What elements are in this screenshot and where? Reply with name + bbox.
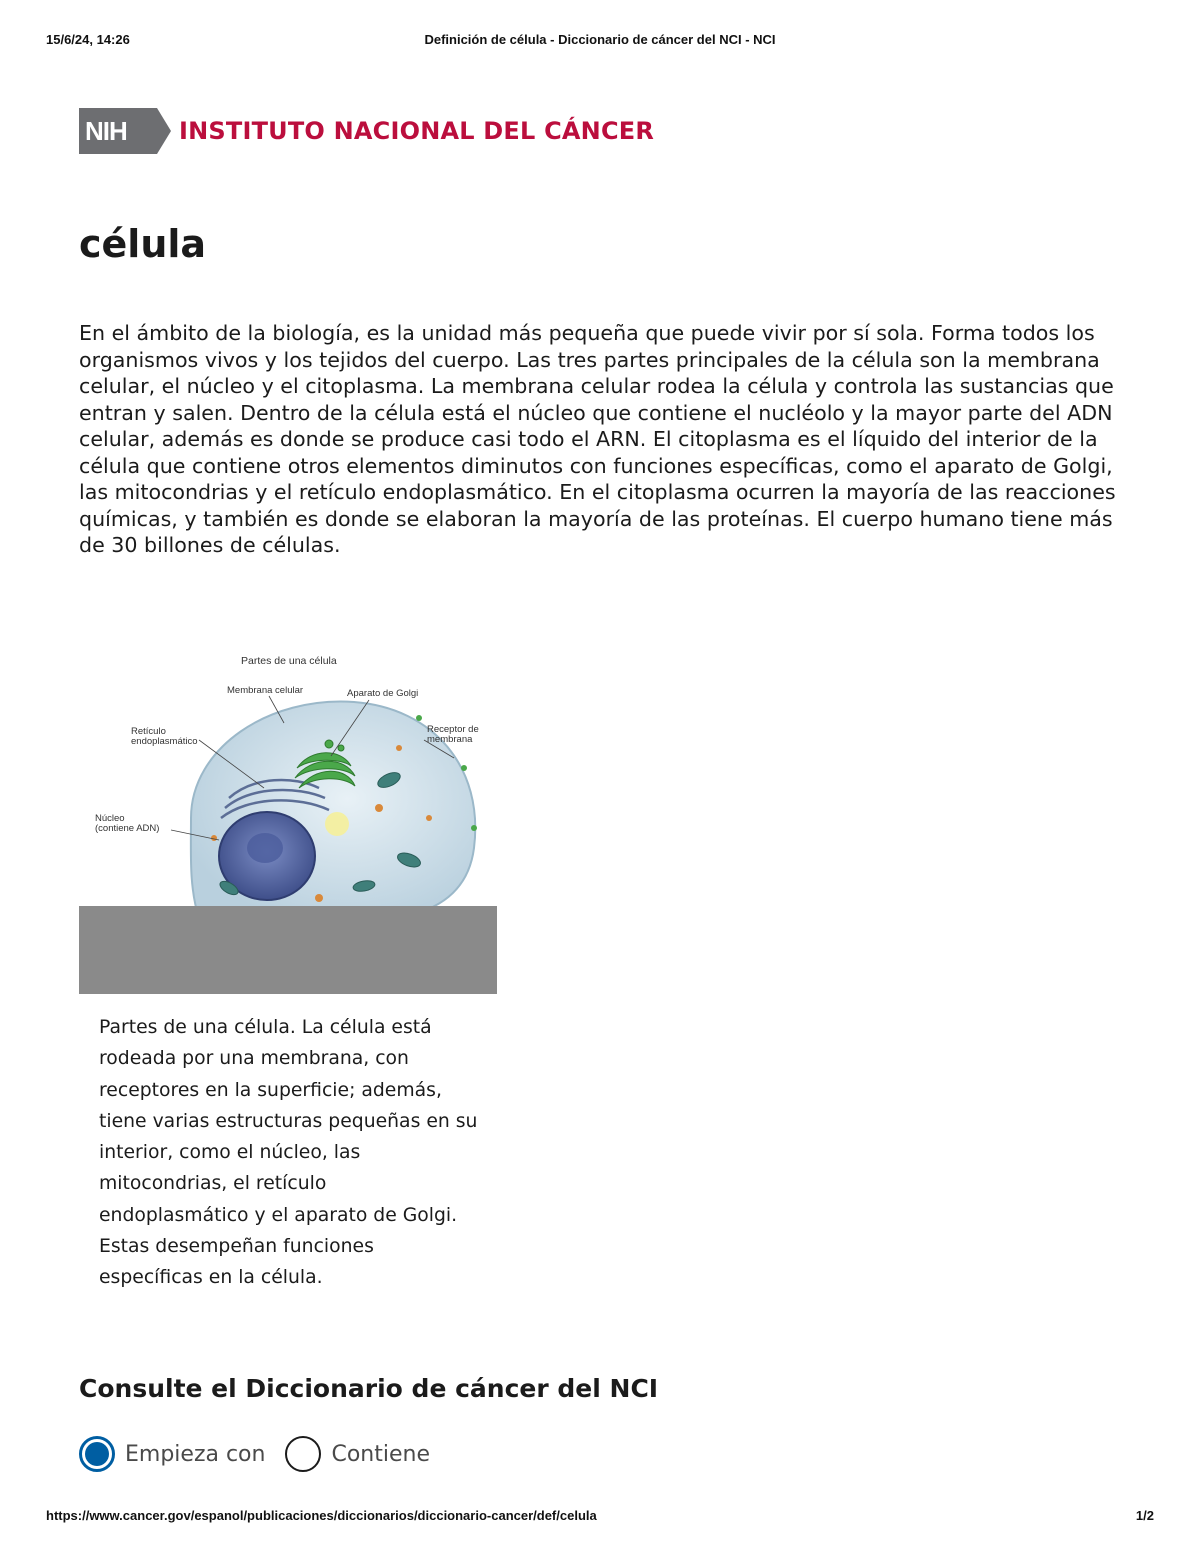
label-golgi: Aparato de Golgi: [347, 688, 419, 699]
radio-starts-with-label[interactable]: Empieza con: [125, 1441, 266, 1467]
definition-text: En el ámbito de la biología, es la unidad más pequeña que puede vivir por sí sola. Forma todos los organismos vivos y los tejidos del cuerpo. Las tres partes principales de la célula son la membrana celular, el núcleo y el citoplasma. La membrana celular rodea la célula y controla las sustancias que entran y salen. Dentro de la célula está el núcleo que contiene el nucléolo y la mayor parte del ADN celular, además es donde se produce casi todo el ARN. El citoplasma es el líquido del interior de la célula que contiene otros elementos diminutos con funciones específicas, como el aparato de Golgi, las mitocondrias y el retículo endoplasmático. En el citoplasma ocurren la mayoría de las reacciones químicas, y también es donde se elaboran la mayoría de las proteínas. El cuerpo humano tiene más de 30 billones de células.: [79, 321, 1116, 557]
label-er-line1: Retículo: [131, 726, 166, 737]
radio-unchecked-icon[interactable]: [285, 1436, 321, 1472]
nih-logo-text: NIH: [85, 115, 127, 146]
radio-contains-label[interactable]: Contiene: [331, 1441, 430, 1467]
radio-dot-icon: [85, 1442, 109, 1466]
radio-checked-icon[interactable]: [79, 1436, 115, 1472]
centrosome-shape: [325, 812, 349, 836]
label-receptor-line1: Receptor de: [427, 724, 479, 735]
print-header: [46, 32, 1154, 52]
institute-name: INSTITUTO NACIONAL DEL CÁNCER: [179, 117, 655, 145]
cell-diagram: [79, 648, 497, 994]
redacted-bar: [79, 906, 497, 994]
page-title: célula: [79, 222, 207, 266]
print-footer: [46, 1508, 1154, 1528]
nih-chevron-icon: [157, 108, 171, 154]
figure-caption: Partes de una célula. La célula está rodeada por una membrana, con receptores en la superficie; además, tiene varias estructuras pequeñas en su interior, como el núcleo, las mitocondrias, el retículo endoplasmático y el aparato de Golgi. Estas desempeñan funciones específicas en la célula.: [99, 1017, 478, 1289]
dictionary-heading: Consulte el Diccionario de cáncer del NCI: [79, 1374, 659, 1403]
nucleolus-shape: [247, 833, 283, 863]
label-nucleus-line2: (contiene ADN): [95, 823, 160, 834]
label-receptor: [427, 725, 479, 745]
label-nucleus: [95, 814, 159, 834]
nih-logo-box: [79, 108, 157, 154]
label-er: [131, 727, 198, 747]
diagram-title: Partes de una célula: [241, 655, 337, 667]
label-receptor-line2: membrana: [427, 734, 473, 745]
label-er-line2: endoplasmático: [131, 736, 198, 747]
radio-starts-with[interactable]: [79, 1436, 265, 1472]
print-url: https://www.cancer.gov/espanol/publicaciones/diccionarios/diccionario-cancer/def/celula: [46, 1508, 597, 1523]
nci-logo[interactable]: [79, 108, 654, 154]
search-mode-radio-group: [79, 1436, 450, 1472]
radio-contains[interactable]: [285, 1436, 430, 1472]
print-doc-title: Definición de célula - Diccionario de cáncer del NCI - NCI: [424, 32, 776, 47]
print-date: 15/6/24, 14:26: [46, 32, 130, 47]
label-nucleus-line1: Núcleo: [95, 813, 125, 824]
label-membrane: Membrana celular: [227, 685, 304, 696]
print-page-number: 1/2: [1135, 1508, 1154, 1523]
